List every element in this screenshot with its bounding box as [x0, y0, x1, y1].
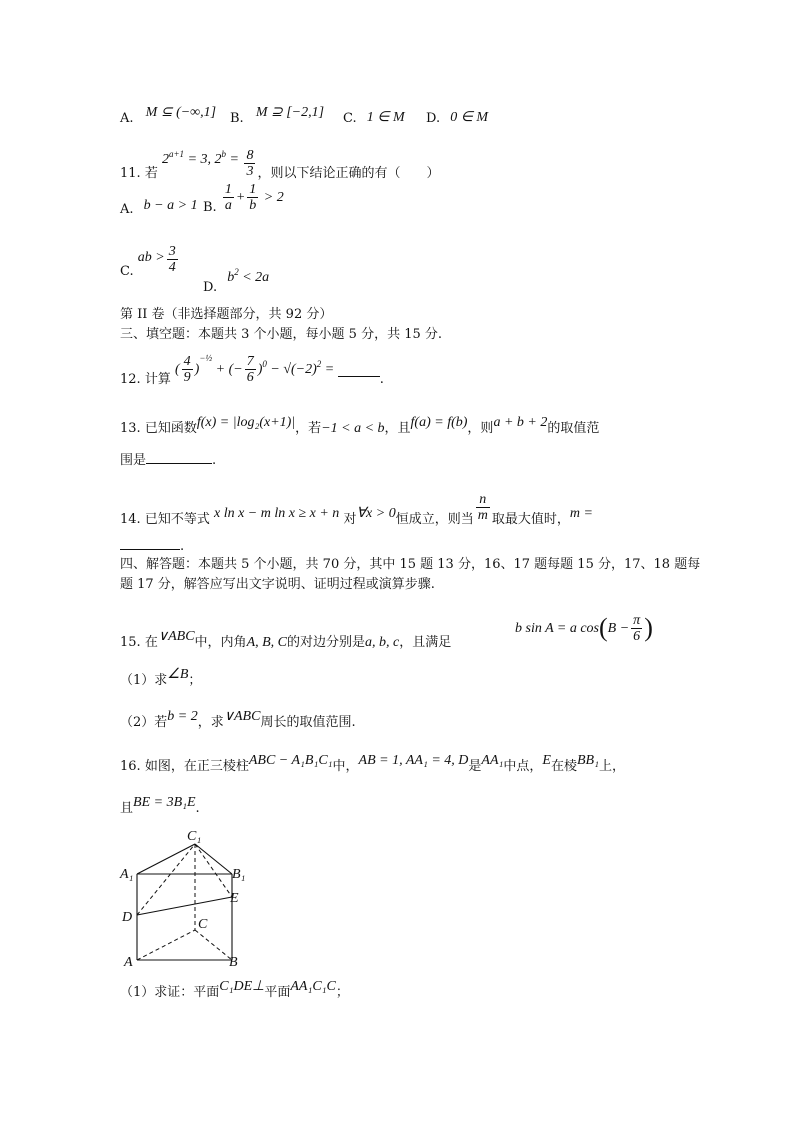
part2-title: 第 II 卷（非选择题部分，共 92 分）	[120, 307, 333, 322]
q11-option-c: C. ab > $\frac{3}{4}$	[120, 244, 176, 279]
q15-stem: 15. 在∨ABC中，内角A, B, C的对边分别是a, b, c，且满足	[120, 629, 452, 650]
q11-stem: 11. 若 $2^{a+1} = 3$, $2^b$ = $\frac{8}{3}$ ，则以下结论正确的有（ ）	[120, 148, 440, 181]
q14-stem: 14. 已知不等式 x ln x − m ln x ≥ x + n 对∀x > 0恒成立，则当 $\frac{n}{m}$ 取最大值时，m =	[120, 492, 593, 527]
section4-line1: 四、解答题：本题共 5 个小题，共 70 分，其中 15 题 13 分，16、17 题每题 15 分，17、18 题每	[120, 557, 701, 572]
q16-stem: 16. 如图，在正三棱柱ABC − A₁B₁C₁中，AB = 1, AA₁ = 4, D是AA₁中点，E在棱BB₁上，	[120, 753, 625, 774]
q11-option-d: D. $b^2 < 2a$	[203, 267, 270, 295]
q11-option-b: B. $\frac{1}{a}$ + $\frac{1}{b}$ > 2	[203, 182, 284, 215]
label-a: A	[124, 955, 133, 970]
q16-part1: （1）求证：平面C₁DE⊥平面AA₁C₁C；	[120, 979, 349, 1000]
label-c: C	[198, 917, 208, 932]
q15-condition: b sin A = a cos(B − $\frac{\pi}{6}$ )	[515, 613, 653, 644]
q13-line2: 围是 .	[120, 453, 217, 468]
q12-stem: 12. 计算 ( $\frac{4}{9}$ )$^{-\frac{1}{2}}$ + (− $\frac{7}{6}$ )$^0 - √(-2)^2$ = .	[120, 353, 384, 387]
q15-part2: （2）若b = 2，求∨ABC周长的取值范围.	[120, 709, 356, 730]
q15-part1: （1）求∠B；	[120, 667, 202, 688]
q16-line2: 且BE = 3B₁E.	[120, 795, 200, 816]
label-d: D	[122, 910, 133, 925]
section4-line2: 题 17 分，解答应写出文字说明、证明过程或演算步骤.	[120, 577, 435, 592]
label-b: B	[229, 955, 238, 970]
q10-option-d: D. 0 ∈ M	[426, 110, 489, 126]
label-a1: A₁	[120, 867, 134, 882]
q10-option-a: A. M ⊆ (−∞,1]	[120, 105, 217, 126]
label-c1: C₁	[187, 829, 202, 844]
q11-option-a: A. b − a > 1	[120, 198, 198, 217]
section3-title: 三、填空题：本题共 3 个小题，每小题 5 分，共 15 分.	[120, 327, 443, 342]
q13-stem: 13. 已知函数f(x) = |log₂(x+1)|，若−1 < a < b，且f(a) = f(b)，则a + b + 2的取值范	[120, 415, 600, 436]
label-b1: B₁	[232, 867, 246, 882]
label-e: E	[230, 891, 239, 906]
q10-option-c: C. 1 ∈ M	[343, 110, 405, 126]
q14-line2: .	[120, 538, 184, 556]
q10-option-b: B. M ⊇ [−2,1]	[230, 105, 325, 126]
